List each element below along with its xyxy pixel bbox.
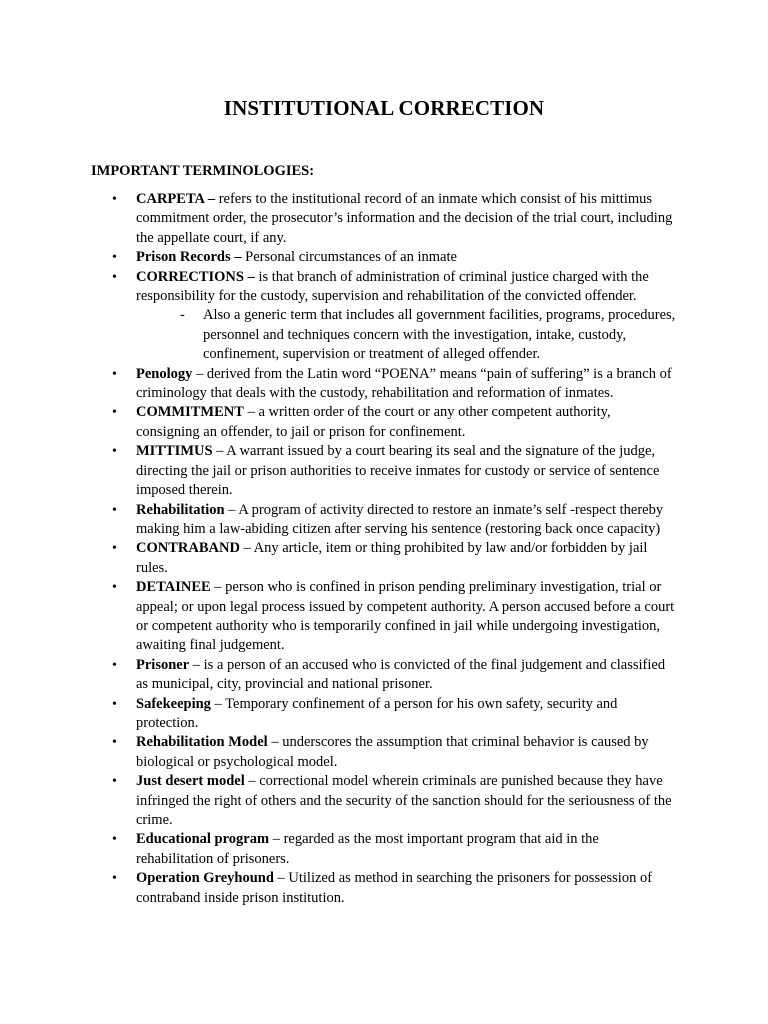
bullet-icon: • <box>112 832 117 848</box>
list-item <box>0 539 676 578</box>
document-title: INSTITUTIONAL CORRECTION <box>223 96 545 120</box>
term-separator: – <box>212 443 227 460</box>
term-name: CORRECTIONS <box>136 268 244 285</box>
list-item <box>0 501 676 540</box>
bullet-icon: • <box>112 774 117 790</box>
list-item <box>0 365 676 404</box>
term-separator: – <box>224 501 239 518</box>
list-item <box>0 656 676 695</box>
list-item <box>0 830 676 869</box>
term-name: Operation Greyhound <box>136 870 274 887</box>
term-name: Safekeeping <box>136 695 211 712</box>
sub-point <box>136 306 676 364</box>
term-separator: – <box>204 191 219 207</box>
term-separator: – <box>192 365 207 382</box>
term-name: COMMITMENT <box>136 404 244 421</box>
term-separator: – <box>210 579 226 596</box>
bullet-icon: • <box>112 269 117 285</box>
terminology-list <box>0 190 768 908</box>
bullet-icon: • <box>112 696 117 712</box>
term-definition: derived from the Latin word “POENA” means “pain of suffering” is a branch of criminology that deals with the custody, rehabilitation and reformation of inmates. <box>136 365 672 402</box>
term-definition: A program of activity directed to restore an inmate’s self -respect thereby making him a law-abiding citizen after serving his sentence (restoring back once capacity) <box>136 501 664 537</box>
term-separator: – <box>243 268 259 285</box>
list-item <box>0 578 676 656</box>
term-name: Prisoner <box>136 656 190 673</box>
bullet-icon: • <box>112 657 117 673</box>
term-definition: Temporary confinement of a person for his own safety, security and protection. <box>136 695 618 731</box>
bullet-icon: • <box>112 444 117 460</box>
term-separator: – <box>267 734 283 751</box>
term-definition: is a person of an accused who is convicted of the final judgement and classified as municipal, city, provincial and national prisoner. <box>136 656 666 693</box>
term-definition: is that branch of administration of criminal justice charged with the responsibility for the custody, supervision and rehabilitation of the convicted offender. <box>136 268 649 305</box>
term-definition: A warrant issued by a court bearing its seal and the signature of the judge, directing the jail or prison authorities to receive inmates for custody or service of sentence imposed therein. <box>136 443 660 499</box>
list-item <box>0 869 676 908</box>
term-separator: – <box>244 773 260 790</box>
list-item <box>0 733 676 772</box>
bullet-icon: • <box>112 405 117 421</box>
term-definition: refers to the institutional record of an inmate which consist of his mittimus commitment order, the prosecutor’s information and the decision of the trial court, including the appellate court, if any. <box>136 191 673 246</box>
list-item <box>0 772 676 830</box>
term-definition: Personal circumstances of an inmate <box>245 249 457 266</box>
list-item <box>0 442 676 500</box>
term-definition: Utilized as method in searching the prisoners for possession of contraband inside prison institution. <box>136 870 653 906</box>
term-name: DETAINEE <box>136 579 211 596</box>
term-definition: a written order of the court or any other competent authority, consigning an offender, to jail or prison for confinement. <box>136 404 611 440</box>
list-item <box>0 248 676 267</box>
list-item <box>0 190 676 248</box>
term-separator: – <box>269 831 284 848</box>
list-item <box>0 403 676 442</box>
term-name: Educational program <box>136 831 270 848</box>
term-definition: regarded as the most important program that aid in the rehabilitation of prisoners. <box>136 831 599 867</box>
bullet-icon: • <box>112 735 117 751</box>
bullet-icon: • <box>112 871 117 887</box>
term-separator: – <box>273 870 289 887</box>
term-name: Just desert model <box>136 773 245 790</box>
section-heading: IMPORTANT TERMINOLOGIES: <box>91 163 315 179</box>
term-separator: – <box>243 404 259 421</box>
term-separator: – <box>239 540 254 557</box>
list-item <box>0 695 676 734</box>
term-name: Prison Records <box>136 249 231 266</box>
term-name: Rehabilitation <box>136 501 225 518</box>
list-item <box>0 268 676 365</box>
sub-point-text: Also a generic term that includes all government facilities, programs, procedures, personnel and techniques concern with the investigation, intake, custody, confinement, supervision or treatment of alleged offender. <box>203 307 676 363</box>
dash-icon: - <box>180 307 185 324</box>
term-definition: correctional model wherein criminals are punished because they have infringed the right of others and the security of the sanction should for the seriousness of the crime. <box>136 773 672 828</box>
bullet-icon: • <box>112 541 117 557</box>
term-definition: Any article, item or thing prohibited by law and/or forbidden by jail rules. <box>136 540 648 576</box>
bullet-icon: • <box>112 366 117 382</box>
bullet-icon: • <box>112 192 117 207</box>
term-definition: person who is confined in prison pending preliminary investigation, trial or appeal; or upon legal process issued by competent authority. A person accused before a court or competent authority who is temporarily confined in jail while undergoing investigation, awaiting final judgement. <box>136 579 675 654</box>
term-name: MITTIMUS <box>136 443 213 460</box>
term-definition: underscores the assumption that criminal behavior is caused by biological or psychological model. <box>136 734 649 770</box>
term-name: Penology <box>136 365 193 382</box>
term-separator: – <box>189 656 204 673</box>
bullet-icon: • <box>112 580 117 596</box>
term-separator: – <box>230 249 246 266</box>
bullet-icon: • <box>112 502 117 518</box>
term-name: CARPETA <box>136 191 205 207</box>
bullet-icon: • <box>112 250 117 266</box>
term-name: CONTRABAND <box>136 540 240 557</box>
term-separator: – <box>210 695 226 712</box>
term-name: Rehabilitation Model <box>136 734 268 751</box>
